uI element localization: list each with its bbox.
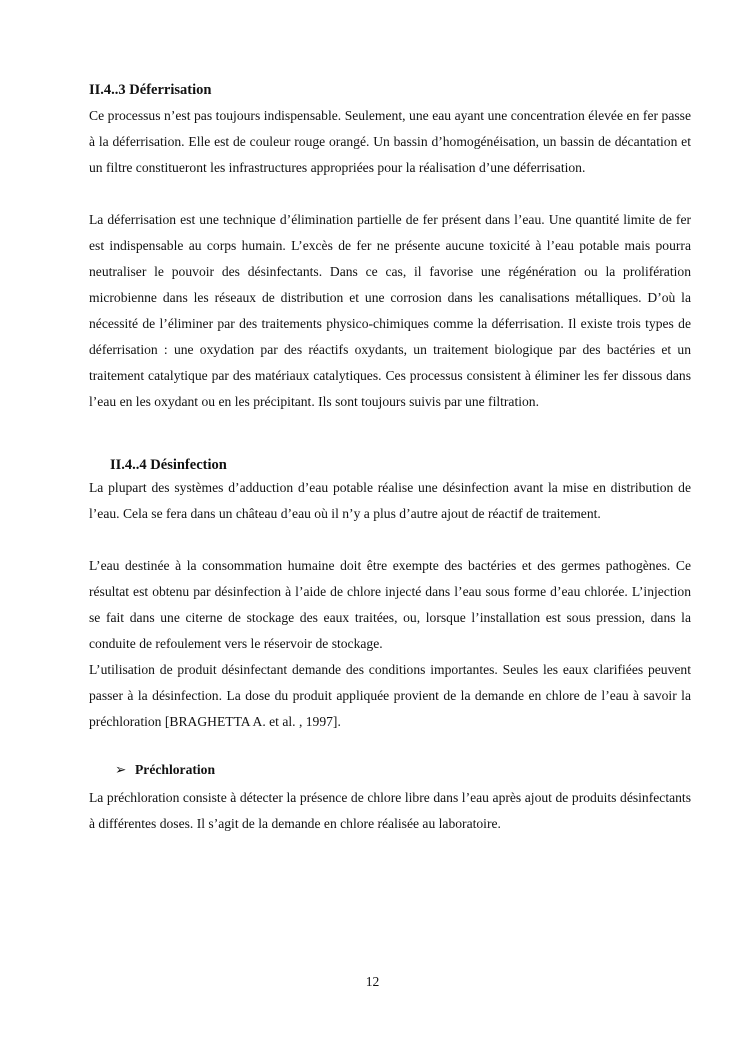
paragraph-desinfection-conditions: L’utilisation de produit désinfectant demande des conditions importantes. Seules les eaux clarifiées peuvent passer à la désinfection. La dose du produit appliquée provient de la demande en chlore de l’eau à savoir la préchloration [BRAGHETTA A. et al. , 1997]. [89,662,691,729]
subheading-prechloration [115,762,215,778]
arrow-bullet-icon: ➢ [115,762,127,777]
section-heading-deferrisation: II.4..3 Déferrisation [89,82,212,98]
subheading-prechloration-label: Préchloration [135,762,216,777]
paragraph-deferrisation-intro: Ce processus n’est pas toujours indispensable. Seulement, une eau ayant une concentration élevée en fer passe à la déferrisation. Elle est de couleur rouge orangé. Un bassin d’homogénéisation, un bassin de décantation et un filtre constitueront les infrastructures appropriées pour la réalisation d’une déferrisation. [89,108,691,175]
paragraph-desinfection-chlore: L’eau destinée à la consommation humaine doit être exempte des bactéries et des germes pathogènes. Ce résultat est obtenu par désinfection à l’aide de chlore injecté dans l’eau sous forme d’eau chlorée. L’injection se fait dans une citerne de stockage des eaux traitées, ou, lorsque l’installation est sous pression, dans la conduite de refoulement vers le réservoir de stockage. [89,558,691,651]
page-number: 12 [365,974,380,989]
section-heading-desinfection: II.4..4 Désinfection [110,457,227,473]
paragraph-desinfection-intro: La plupart des systèmes d’adduction d’eau potable réalise une désinfection avant la mise en distribution de l’eau. Cela se fera dans un château d’eau où il n’y a plus d’autre ajout de réactif de traitement. [89,480,691,521]
paragraph-deferrisation-technique: La déferrisation est une technique d’élimination partielle de fer présent dans l’eau. Une quantité limite de fer est indispensable au corps humain. L’excès de fer ne présente aucune toxicité à l’eau potable mais pourra neutraliser le pouvoir des désinfectants. Dans ce cas, il favorise une régénération ou la prolifération microbienne dans les réseaux de distribution et une corrosion dans les canalisations métalliques. D’où la nécessité de l’éliminer par des traitements physico-chimiques comme la déferrisation. Il existe trois types de déferrisation : une oxydation par des réactifs oxydants, un traitement biologique par des bactéries et un traitement catalytique par des matériaux catalytiques. Ces processus consistent à éliminer les fer dissous dans l’eau en les oxydant ou en les précipitant. Ils sont toujours suivis par une filtration. [89,212,691,409]
paragraph-prechloration: La préchloration consiste à détecter la présence de chlore libre dans l’eau après ajout de produits désinfectants à différentes doses. Il s’agit de la demande en chlore réalisée au laboratoire. [89,790,691,831]
